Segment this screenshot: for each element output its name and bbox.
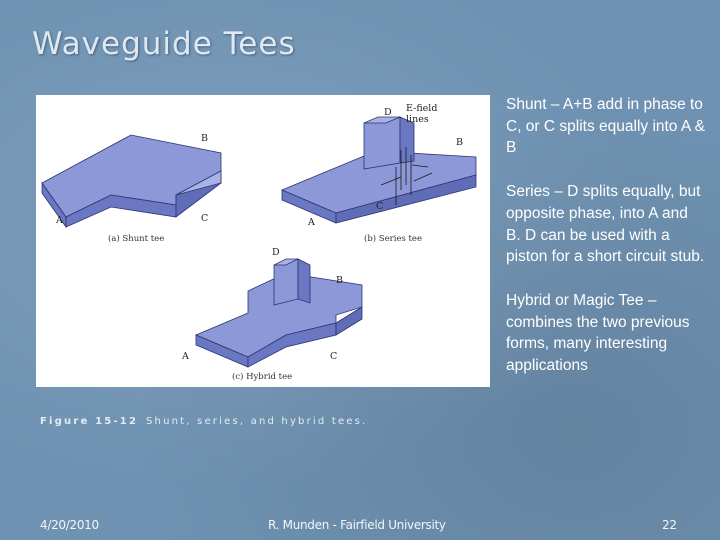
- waveguide-tees-figure: [36, 95, 490, 387]
- footer-date: 4/20/2010: [40, 518, 99, 532]
- tees-illustration: [36, 95, 490, 387]
- series-efield-label-2: lines: [406, 114, 429, 125]
- footer-author: R. Munden - Fairfield University: [268, 518, 446, 532]
- shunt-label-b: B: [201, 133, 208, 144]
- shunt-subcaption: (a) Shunt tee: [108, 234, 165, 244]
- slide-title: Waveguide Tees: [32, 26, 296, 62]
- hybrid-label-a: A: [182, 351, 189, 362]
- figure-caption-number: Figure 15-12: [40, 416, 139, 427]
- series-label-b: B: [456, 137, 463, 148]
- series-tee-drawing: [282, 103, 476, 244]
- shunt-label-a: A: [56, 215, 63, 226]
- bullet-series: Series – D splits equally, but opposite phase, into A and B. D can be used with a piston for a short circuit stub.: [506, 183, 705, 266]
- shunt-label-c: C: [201, 213, 209, 224]
- hybrid-subcaption: (c) Hybrid tee: [232, 372, 293, 382]
- hybrid-tee-drawing: [181, 247, 362, 382]
- bullet-hybrid: Hybrid or Magic Tee – combines the two previous forms, many interesting applications: [506, 291, 690, 375]
- series-label-c: C: [376, 201, 384, 212]
- bullet-list: [506, 94, 706, 399]
- series-subcaption: (b) Series tee: [364, 234, 422, 244]
- hybrid-label-b: B: [336, 275, 343, 286]
- bullet-shunt: Shunt – A+B add in phase to C, or C splits equally into A & B: [506, 96, 706, 157]
- figure-caption-text: Shunt, series, and hybrid tees.: [146, 416, 368, 427]
- hybrid-label-c: C: [330, 351, 338, 362]
- series-label-d: D: [384, 107, 392, 118]
- hybrid-label-d: D: [272, 247, 280, 258]
- series-label-a: A: [308, 217, 315, 228]
- footer-page-number: 22: [662, 518, 677, 532]
- shunt-tee-drawing: [42, 133, 221, 244]
- series-efield-label: E-field: [406, 103, 438, 114]
